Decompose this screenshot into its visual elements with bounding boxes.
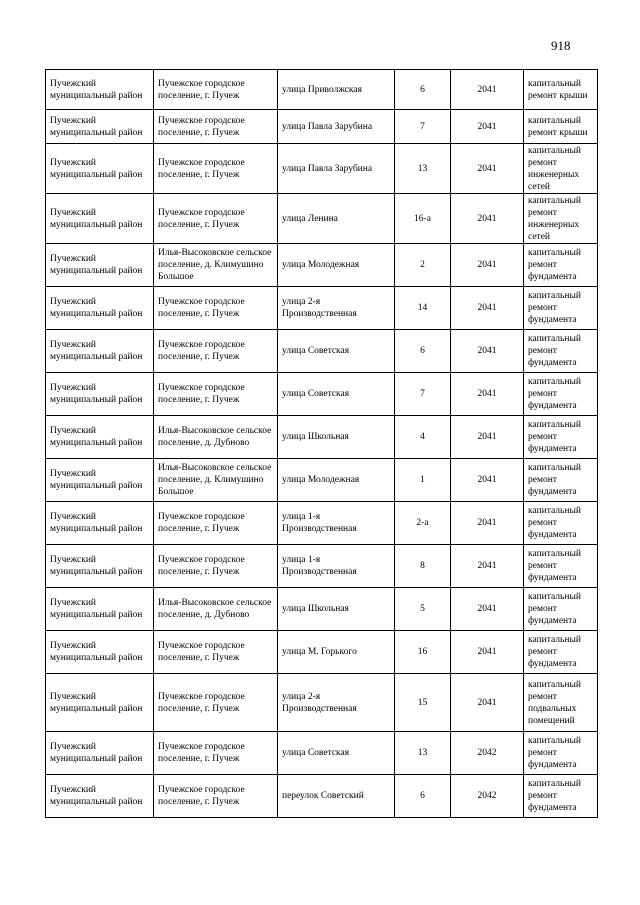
cell-year: 2042 (451, 732, 524, 775)
cell-street: улица 1-я Производственная (278, 502, 395, 545)
cell-district: Пучежский муниципальный район (46, 70, 154, 110)
cell-settlement: Пучежское городское поселение, г. Пучеж (154, 194, 278, 244)
cell-street: улица Молодежная (278, 459, 395, 502)
cell-work: капитальный ремонт фундамента (524, 416, 598, 459)
cell-settlement: Пучежское городское поселение, г. Пучеж (154, 732, 278, 775)
cell-settlement: Пучежское городское поселение, г. Пучеж (154, 330, 278, 373)
cell-district: Пучежский муниципальный район (46, 545, 154, 588)
cell-house: 7 (395, 373, 451, 416)
cell-settlement: Илья-Высоковское сельское поселение, д. Климушино Большое (154, 459, 278, 502)
cell-year: 2041 (451, 588, 524, 631)
cell-work: капитальный ремонт фундамента (524, 732, 598, 775)
cell-house: 8 (395, 545, 451, 588)
cell-house: 16 (395, 631, 451, 674)
cell-year: 2041 (451, 416, 524, 459)
cell-house: 1 (395, 459, 451, 502)
cell-district: Пучежский муниципальный район (46, 110, 154, 144)
cell-district: Пучежский муниципальный район (46, 459, 154, 502)
cell-street: улица 2-я Производственная (278, 674, 395, 732)
table-row (46, 588, 598, 631)
cell-street: улица Павла Зарубина (278, 144, 395, 194)
cell-settlement: Пучежское городское поселение, г. Пучеж (154, 373, 278, 416)
cell-street: улица Советская (278, 732, 395, 775)
table-row (46, 674, 598, 732)
cell-district: Пучежский муниципальный район (46, 416, 154, 459)
cell-year: 2041 (451, 330, 524, 373)
cell-settlement: Пучежское городское поселение, г. Пучеж (154, 631, 278, 674)
cell-district: Пучежский муниципальный район (46, 373, 154, 416)
cell-house: 13 (395, 732, 451, 775)
cell-year: 2042 (451, 775, 524, 818)
cell-work: капитальный ремонт фундамента (524, 244, 598, 287)
cell-work: капитальный ремонт фундамента (524, 588, 598, 631)
cell-settlement: Пучежское городское поселение, г. Пучеж (154, 775, 278, 818)
cell-district: Пучежский муниципальный район (46, 631, 154, 674)
table-row (46, 459, 598, 502)
cell-year: 2041 (451, 631, 524, 674)
cell-work: капитальный ремонт фундамента (524, 459, 598, 502)
cell-street: улица Павла Зарубина (278, 110, 395, 144)
cell-work: капитальный ремонт фундамента (524, 502, 598, 545)
cell-settlement: Пучежское городское поселение, г. Пучеж (154, 144, 278, 194)
cell-district: Пучежский муниципальный район (46, 144, 154, 194)
cell-work: капитальный ремонт инженерных сетей (524, 194, 598, 244)
cell-house: 4 (395, 416, 451, 459)
cell-street: улица М. Горького (278, 631, 395, 674)
table-row (46, 287, 598, 330)
cell-settlement: Пучежское городское поселение, г. Пучеж (154, 110, 278, 144)
cell-house: 7 (395, 110, 451, 144)
cell-street: улица Школьная (278, 416, 395, 459)
cell-year: 2041 (451, 110, 524, 144)
table-body (46, 70, 598, 818)
cell-year: 2041 (451, 373, 524, 416)
cell-street: улица Школьная (278, 588, 395, 631)
page-number: 918 (551, 38, 571, 53)
cell-year: 2041 (451, 70, 524, 110)
table-row (46, 110, 598, 144)
cell-street: улица Ленина (278, 194, 395, 244)
cell-house: 15 (395, 674, 451, 732)
table-row (46, 545, 598, 588)
cell-district: Пучежский муниципальный район (46, 775, 154, 818)
cell-settlement: Пучежское городское поселение, г. Пучеж (154, 545, 278, 588)
cell-settlement: Пучежское городское поселение, г. Пучеж (154, 287, 278, 330)
cell-house: 2 (395, 244, 451, 287)
cell-house: 6 (395, 775, 451, 818)
cell-house: 2-а (395, 502, 451, 545)
cell-street: улица Приволжская (278, 70, 395, 110)
cell-district: Пучежский муниципальный район (46, 287, 154, 330)
table-row (46, 244, 598, 287)
table-row (46, 775, 598, 818)
cell-house: 14 (395, 287, 451, 330)
cell-work: капитальный ремонт фундамента (524, 775, 598, 818)
cell-street: улица 1-я Производственная (278, 545, 395, 588)
cell-year: 2041 (451, 194, 524, 244)
table-row (46, 416, 598, 459)
cell-work: капитальный ремонт инженерных сетей (524, 144, 598, 194)
cell-work: капитальный ремонт фундамента (524, 631, 598, 674)
table-row (46, 732, 598, 775)
table-row (46, 330, 598, 373)
cell-district: Пучежский муниципальный район (46, 732, 154, 775)
cell-year: 2041 (451, 244, 524, 287)
cell-work: капитальный ремонт фундамента (524, 373, 598, 416)
cell-district: Пучежский муниципальный район (46, 194, 154, 244)
cell-street: улица Советская (278, 373, 395, 416)
table-row (46, 631, 598, 674)
cell-house: 13 (395, 144, 451, 194)
table-row (46, 144, 598, 194)
cell-street: переулок Советский (278, 775, 395, 818)
cell-work: капитальный ремонт крыши (524, 110, 598, 144)
cell-district: Пучежский муниципальный район (46, 502, 154, 545)
cell-work: капитальный ремонт фундамента (524, 287, 598, 330)
cell-house: 6 (395, 70, 451, 110)
cell-work: капитальный ремонт фундамента (524, 330, 598, 373)
cell-year: 2041 (451, 144, 524, 194)
cell-settlement: Пучежское городское поселение, г. Пучеж (154, 502, 278, 545)
cell-year: 2041 (451, 502, 524, 545)
cell-settlement: Илья-Высоковское сельское поселение, д. Климушино Большое (154, 244, 278, 287)
cell-work: капитальный ремонт крыши (524, 70, 598, 110)
repair-schedule-table (45, 69, 598, 818)
cell-district: Пучежский муниципальный район (46, 674, 154, 732)
cell-district: Пучежский муниципальный район (46, 244, 154, 287)
cell-work: капитальный ремонт подвальных помещений (524, 674, 598, 732)
cell-district: Пучежский муниципальный район (46, 588, 154, 631)
cell-settlement: Пучежское городское поселение, г. Пучеж (154, 70, 278, 110)
cell-year: 2041 (451, 459, 524, 502)
cell-settlement: Илья-Высоковское сельское поселение, д. Дубново (154, 588, 278, 631)
cell-street: улица Молодежная (278, 244, 395, 287)
table-row (46, 502, 598, 545)
cell-settlement: Илья-Высоковское сельское поселение, д. Дубново (154, 416, 278, 459)
cell-house: 16-а (395, 194, 451, 244)
cell-settlement: Пучежское городское поселение, г. Пучеж (154, 674, 278, 732)
table-row (46, 194, 598, 244)
cell-year: 2041 (451, 545, 524, 588)
cell-work: капитальный ремонт фундамента (524, 545, 598, 588)
cell-house: 6 (395, 330, 451, 373)
table-row (46, 373, 598, 416)
cell-house: 5 (395, 588, 451, 631)
cell-street: улица Советская (278, 330, 395, 373)
cell-year: 2041 (451, 287, 524, 330)
table-row (46, 70, 598, 110)
cell-street: улица 2-я Производственная (278, 287, 395, 330)
cell-district: Пучежский муниципальный район (46, 330, 154, 373)
cell-year: 2041 (451, 674, 524, 732)
